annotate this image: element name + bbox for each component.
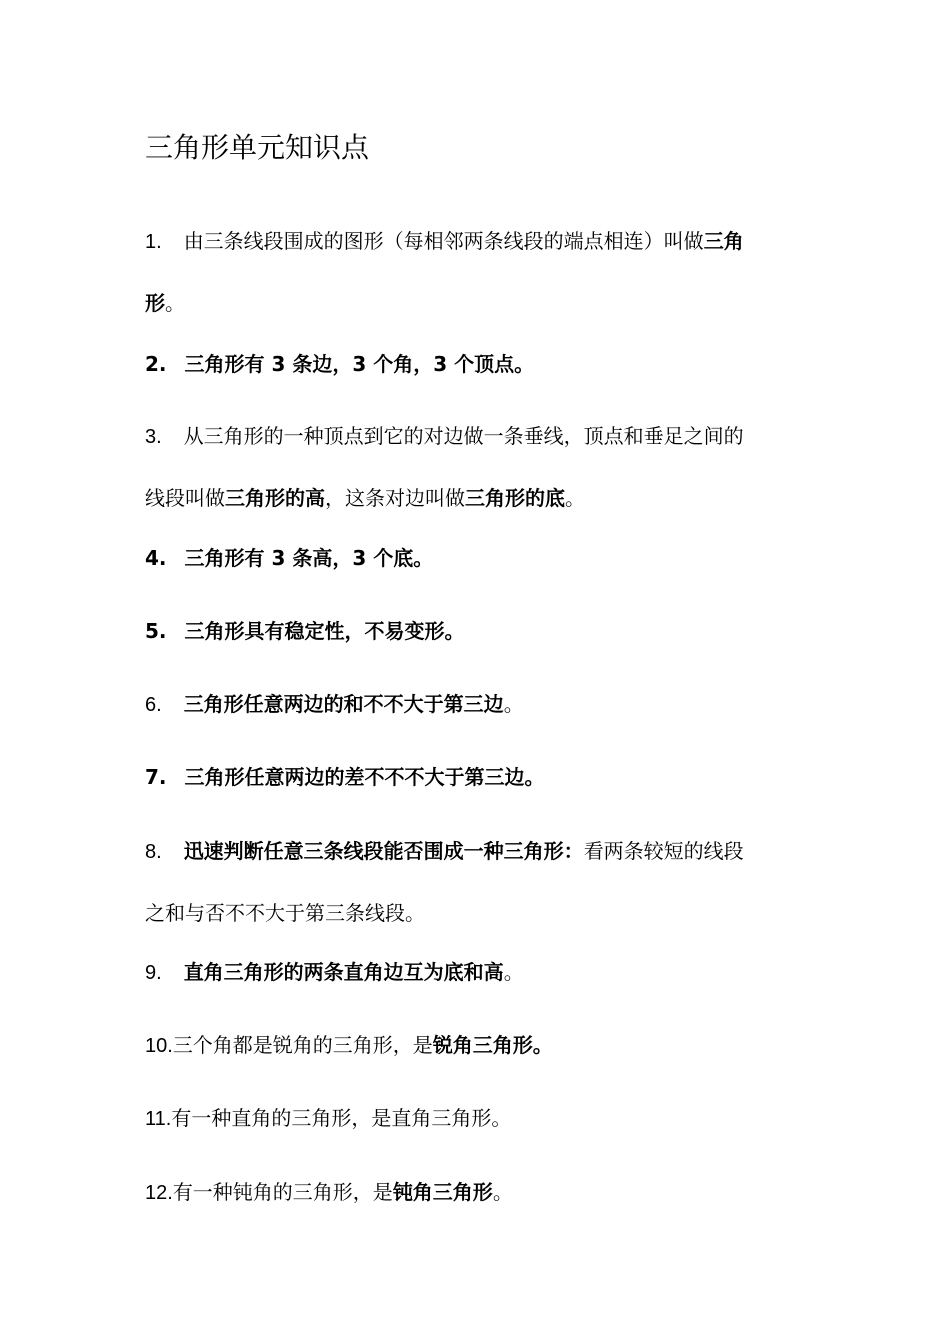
item-text: 从三角形的一种顶点到它的对边做一条垂线，顶点和垂足之间的 — [183, 424, 744, 448]
item-text: 三个角都是锐角的三角形，是 — [172, 1033, 433, 1057]
item-text: 。 — [503, 692, 524, 716]
item-bold-text: 迅速判断任意三条线段能否围成一种三角形： — [183, 839, 584, 863]
list-item-11 — [145, 1087, 805, 1149]
item-bold-term: 钝角三角形 — [392, 1180, 493, 1204]
item-bold-text: 三角形有 3 条高，3 个底。 — [184, 546, 434, 570]
item-text: 有一种钝角的三角形，是 — [172, 1180, 393, 1204]
item-number: 3. — [145, 426, 162, 448]
item-3-line-2 — [145, 467, 805, 529]
item-number: 10. — [145, 1035, 173, 1057]
list-item-1 — [145, 210, 805, 334]
item-3-line-1 — [145, 405, 805, 467]
item-text: 。 — [165, 291, 185, 315]
item-text: ，这条对边叫做 — [325, 486, 465, 510]
item-bold-text: 直角三角形的两条直角边互为底和高 — [183, 960, 504, 984]
page-title: 三角形单元知识点 — [145, 131, 370, 164]
item-text: 看两条较短的线段 — [583, 839, 744, 863]
item-bold-term: 锐角三角形。 — [432, 1033, 553, 1057]
item-1-line-2 — [145, 272, 805, 334]
list-item-2 — [145, 333, 805, 395]
item-text: 由三条线段围成的图形（每相邻两条线段的端点相连）叫做 — [183, 229, 704, 253]
item-number: 2. — [145, 352, 167, 376]
item-bold-text: 三角形具有稳定性，不易变形。 — [184, 619, 465, 643]
item-number: 7. — [145, 765, 167, 789]
list-item-8 — [145, 820, 805, 944]
list-item-9 — [145, 941, 805, 1003]
item-number: 8. — [145, 841, 162, 863]
item-number: 9. — [145, 962, 162, 984]
item-1-line-1 — [145, 210, 805, 272]
item-bold-term: 形 — [145, 291, 165, 315]
list-item-7 — [145, 746, 805, 808]
list-item-3 — [145, 405, 805, 529]
item-bold-text: 三角形任意两边的差不不不大于第三边。 — [184, 765, 545, 789]
item-text: 。 — [503, 960, 524, 984]
item-text: 。 — [492, 1180, 513, 1204]
list-item-5 — [145, 600, 805, 662]
item-number: 1. — [145, 231, 162, 253]
item-number: 5. — [145, 619, 167, 643]
list-item-4 — [145, 527, 805, 589]
item-8-line-1 — [145, 820, 805, 882]
item-text: 之和与否不不大于第三条线段。 — [145, 901, 425, 925]
item-number: 6. — [145, 694, 162, 716]
item-bold-term: 三角形的底 — [465, 486, 565, 510]
item-bold-term: 三角形的高 — [225, 486, 325, 510]
item-bold-term: 三角 — [703, 229, 744, 253]
list-item-10 — [145, 1014, 805, 1076]
item-8-line-2 — [145, 882, 805, 944]
list-item-6 — [145, 673, 805, 735]
item-number: 11. — [145, 1108, 172, 1130]
item-number: 4. — [145, 546, 167, 570]
item-number: 12. — [145, 1182, 173, 1204]
item-bold-text: 三角形任意两边的和不不大于第三边 — [183, 692, 504, 716]
item-text: 线段叫做 — [145, 486, 225, 510]
item-bold-text: 三角形有 3 条边，3 个角，3 个顶点。 — [184, 352, 535, 376]
list-item-12 — [145, 1161, 805, 1223]
item-text: 。 — [565, 486, 585, 510]
item-text: 有一种直角的三角形，是直角三角形。 — [171, 1106, 512, 1130]
